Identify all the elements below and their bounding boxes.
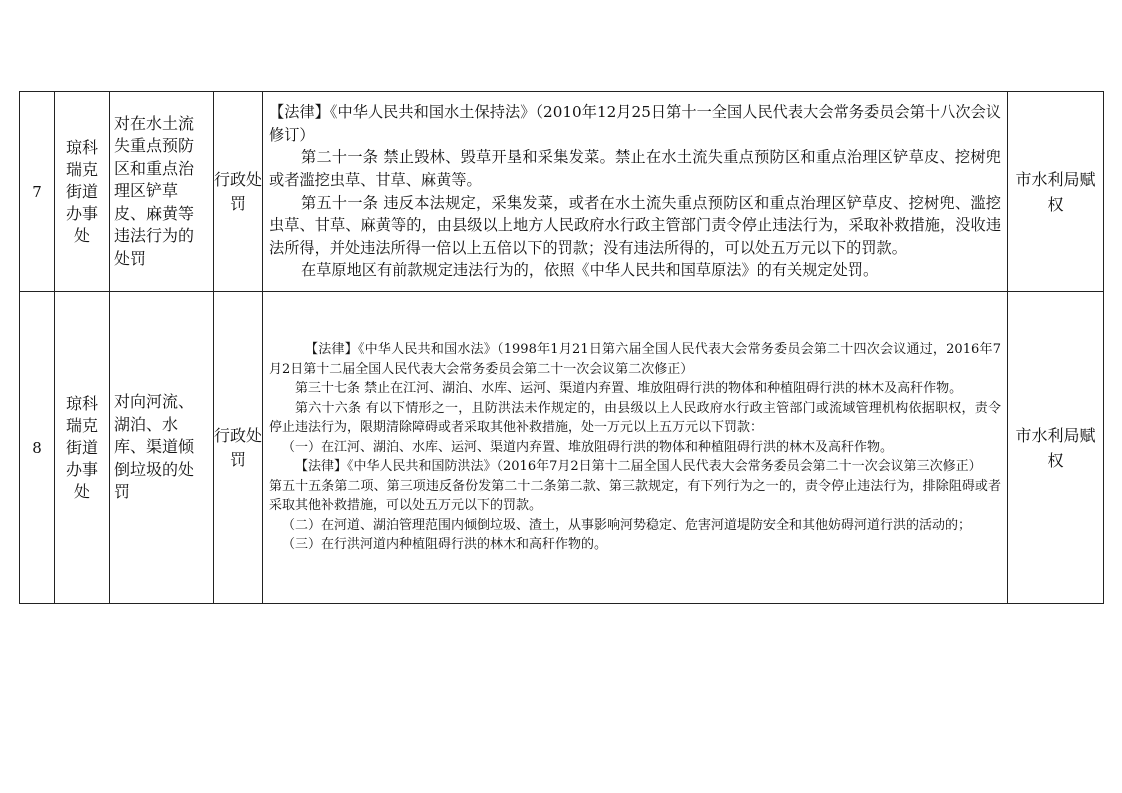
table-row	[20, 92, 1104, 292]
power-item-name: 对向河流、湖泊、水库、渠道倾倒垃圾的处罚	[110, 292, 214, 604]
authorizing-department: 市水利局赋权	[1008, 92, 1104, 292]
basis-paragraph: 第二十一条 禁止毁林、毁草开垦和采集发菜。禁止在水土流失重点预防区和重点治理区铲草皮、挖树兜或者滥挖虫草、甘草、麻黄等。	[269, 148, 1001, 189]
row-number: 8	[20, 292, 55, 604]
power-type: 行政处罚	[214, 292, 263, 604]
basis-paragraph: 【法律】《中华人民共和国防洪法》（2016年7月2日第十二届全国人民代表大会常务委员会第二十一次会议第三次修正）	[295, 459, 982, 475]
basis-paragraph: 【法律】《中华人民共和国水法》（1998年1月21日第六届全国人民代表大会常务委员会第二十四次会议通过，2016年7月2日第十二届全国人民代表大会常务委员会第二十一次会议第二次修正）	[269, 342, 1001, 377]
power-type: 行政处罚	[214, 92, 263, 292]
legal-basis	[263, 92, 1008, 292]
basis-paragraph: （一）在江河、湖泊、水库、运河、渠道内弃置、堆放阻碍行洪的物体和种植阻碍行洪的林木及高秆作物。	[282, 439, 894, 455]
basis-paragraph: 第三十七条 禁止在江河、湖泊、水库、运河、渠道内弃置、堆放阻碍行洪的物体和种植阻碍行洪的林木及高秆作物。	[295, 381, 963, 397]
table-row	[20, 292, 1104, 604]
basis-paragraph: 在草原地区有前款规定违法行为的，依照《中华人民共和国草原法》的有关规定处罚。	[301, 261, 879, 280]
basis-paragraph: 第六十六条 有以下情形之一，且防洪法未作规定的，由县级以上人民政府水行政主管部门或流域管理机构依据职权，责令停止违法行为，限期清除障碍或者采取其他补救措施，处一万元以上五万元以下罚款：	[269, 400, 1001, 436]
basis-paragraph: （二）在河道、湖泊管理范围内倾倒垃圾、渣土，从事影响河势稳定、危害河道堤防安全和其他妨碍河道行洪的活动的；	[282, 517, 972, 533]
basis-paragraph: 第五十五条第二项、第三项违反备份发第二十二条第二款、第三款规定，有下列行为之一的，责令停止违法行为，排除阻碍或者采取其他补救措施，可以处五万元以下的罚款。	[269, 478, 1001, 514]
row-number: 7	[20, 92, 55, 292]
power-item-name: 对在水土流失重点预防区和重点治理区铲草皮、麻黄等违法行为的处罚	[110, 92, 214, 292]
basis-paragraph: 第五十一条 违反本法规定，采集发菜，或者在水土流失重点预防区和重点治理区铲草皮、挖树兜、滥挖虫草、甘草、麻黄等的，由县级以上地方人民政府水行政主管部门责令停止违法行为，采取补救措施，没收违法所得，并处违法所得一倍以上五倍以下的罚款；没有违法所得的，可以处五万元以下的罚款。	[269, 193, 1001, 257]
implementing-organization: 琼科瑞克街道办事处	[55, 292, 110, 604]
implementing-organization: 琼科瑞克街道办事处	[55, 92, 110, 292]
authorizing-department: 市水利局赋权	[1008, 292, 1104, 604]
enforcement-table	[19, 91, 1104, 604]
legal-basis	[263, 292, 1008, 604]
basis-paragraph: （三）在行洪河道内种植阻碍行洪的林木和高秆作物的。	[282, 537, 608, 553]
basis-paragraph: 【法律】《中华人民共和国水土保持法》（2010年12月25日第十一全国人民代表大会常务委员会第十八次会议修订）	[269, 103, 1001, 144]
